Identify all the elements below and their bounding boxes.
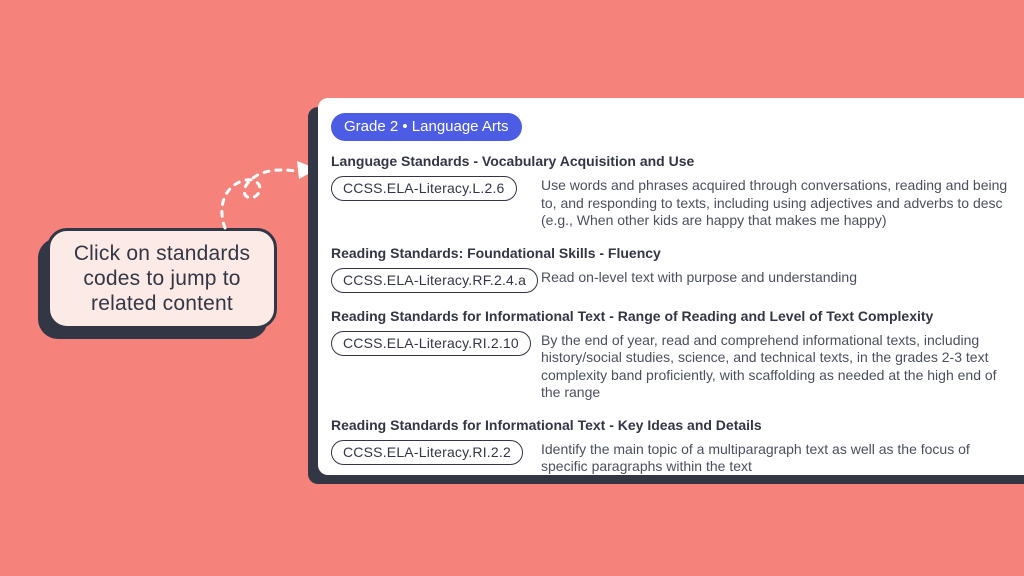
standard-code-button[interactable]: CCSS.ELA-Literacy.RI.2.2 [331,440,523,465]
code-column [331,176,541,201]
standards-card [318,98,1024,475]
standard-heading: Reading Standards for Informational Text - Range of Reading and Level of Text Complexity [331,307,934,324]
callout-text: Click on standards codes to jump to related content [73,242,251,315]
standard-description [541,176,1007,230]
standard-description [541,268,857,287]
standard-section [331,245,1024,293]
description-line: Use words and phrases acquired through conversations, reading and being [541,177,1008,193]
code-column [331,331,541,356]
standard-section [331,308,1024,402]
description-line: By the end of year, read and comprehend informational texts, including [541,331,980,348]
standard-heading: Reading Standards: Foundational Skills - Fluency [331,244,661,261]
description-line: specific paragraphs within the text [541,458,752,474]
description-line: the range [541,384,601,400]
standard-description [541,440,970,476]
standard-code-button[interactable]: CCSS.ELA-Literacy.RI.2.10 [331,331,531,356]
dashed-arrow-icon [212,160,318,234]
description-line: complexity band proficiently, with scaffolding as needed at the high end of [541,366,997,383]
standard-description [541,331,997,402]
standard-section [331,153,1024,230]
description-line: history/social studies, science, and technical texts, in the grades 2-3 text [541,349,989,365]
standard-heading: Reading Standards for Informational Text - Key Ideas and Details [331,416,762,433]
code-column [331,440,541,465]
callout-bubble [47,228,277,329]
description-line: to, and responding to texts, including using adjectives and adverbs to desc [541,194,1003,211]
grade-subject-badge: Grade 2 • Language Arts [331,113,522,141]
standard-code-button[interactable]: CCSS.ELA-Literacy.RF.2.4.a [331,268,538,293]
code-column [331,268,541,293]
standard-heading: Language Standards - Vocabulary Acquisition and Use [331,153,695,169]
description-line: (e.g., When other kids are happy that makes me happy) [541,212,887,228]
standard-section [331,417,1024,476]
description-line: Read on-level text with purpose and understanding [541,268,857,285]
standard-code-button[interactable]: CCSS.ELA-Literacy.L.2.6 [331,176,517,201]
description-line: Identify the main topic of a multiparagraph text as well as the focus of [541,440,970,457]
